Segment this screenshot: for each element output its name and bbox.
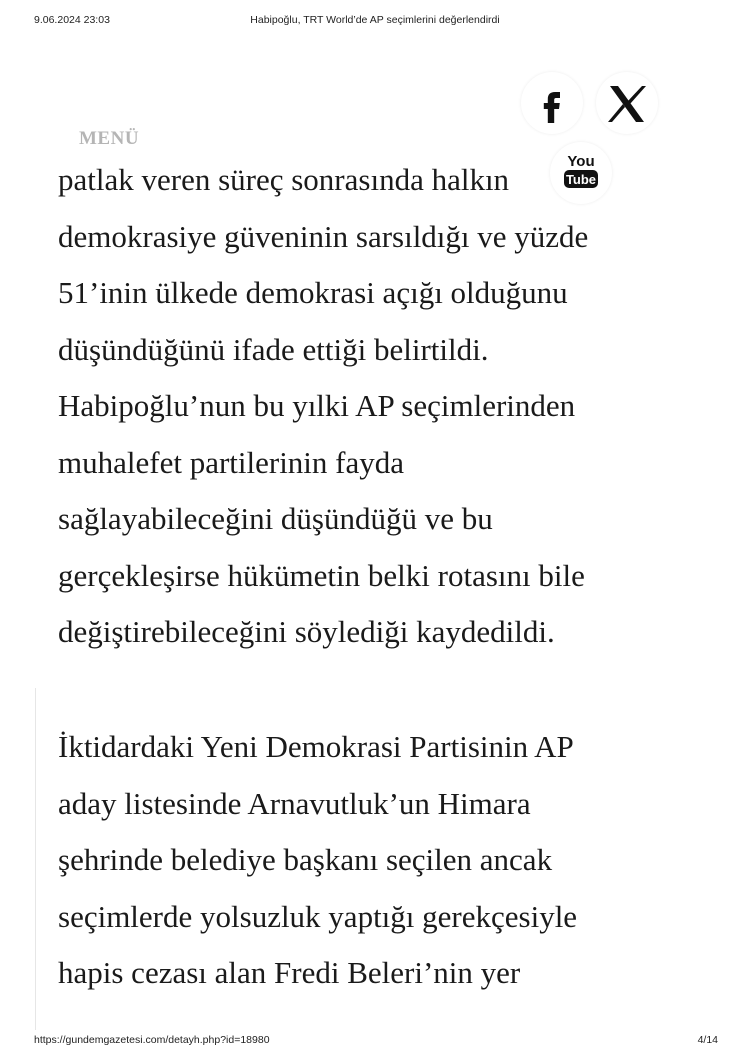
paragraph-line: Habipoğlu’nun bu yılki AP seçimlerinden [58,388,576,423]
paragraph-line: düşündüğünü ifade ettiği belirtildi. [58,331,489,367]
paragraph-line: şehrinde belediye başkanı seçilen ancak [58,842,553,877]
menu-button[interactable]: MENÜ [79,128,140,149]
print-date: 9.06.2024 23:03 [34,14,110,26]
youtube-word-bottom: Tube [565,172,597,187]
facebook-link[interactable] [521,72,583,134]
print-footer [0,1034,750,1048]
article-paragraph-2 [58,719,718,1002]
print-page-number: 4/14 [697,1034,718,1046]
paragraph-line: muhalefet partilerinin fayda [58,444,405,480]
youtube-icon [550,142,612,204]
paragraph-line: hapis cezası alan Fredi Beleri’nin yer [58,955,521,990]
paragraph-line: değiştirebileceğini söylediği kaydedildi. [58,614,555,649]
youtube-link[interactable] [550,142,612,204]
print-title: Habipoğlu, TRT World’de AP seçimlerini değerlendirdi [250,14,500,26]
paragraph-line: patlak veren süreç sonrasında halkın [58,162,510,197]
paragraph-line: aday listesinde Arnavutluk’un Himara [58,785,531,821]
facebook-icon [521,72,583,134]
x-icon [596,72,658,134]
paragraph-line: seçimlerde yolsuzluk yaptığı gerekçesiyle [58,898,578,934]
print-url[interactable]: https://gundemgazetesi.com/detayh.php?id=18980 [34,1034,270,1046]
paragraph-divider [35,688,36,1030]
article-paragraph-1 [58,152,718,661]
x-link[interactable] [596,72,658,134]
paragraph-line: 51’inin ülkede demokrasi açığı olduğunu [58,275,568,310]
paragraph-line: demokrasiye güveninin sarsıldığı ve yüzde [58,218,589,254]
paragraph-line: sağlayabileceğini düşündüğü ve bu [58,501,493,536]
paragraph-line: İktidardaki Yeni Demokrasi Partisinin AP [58,729,574,764]
paragraph-line: gerçekleşirse hükümetin belki rotasını bile [58,557,585,593]
youtube-word-top: You [567,153,595,170]
